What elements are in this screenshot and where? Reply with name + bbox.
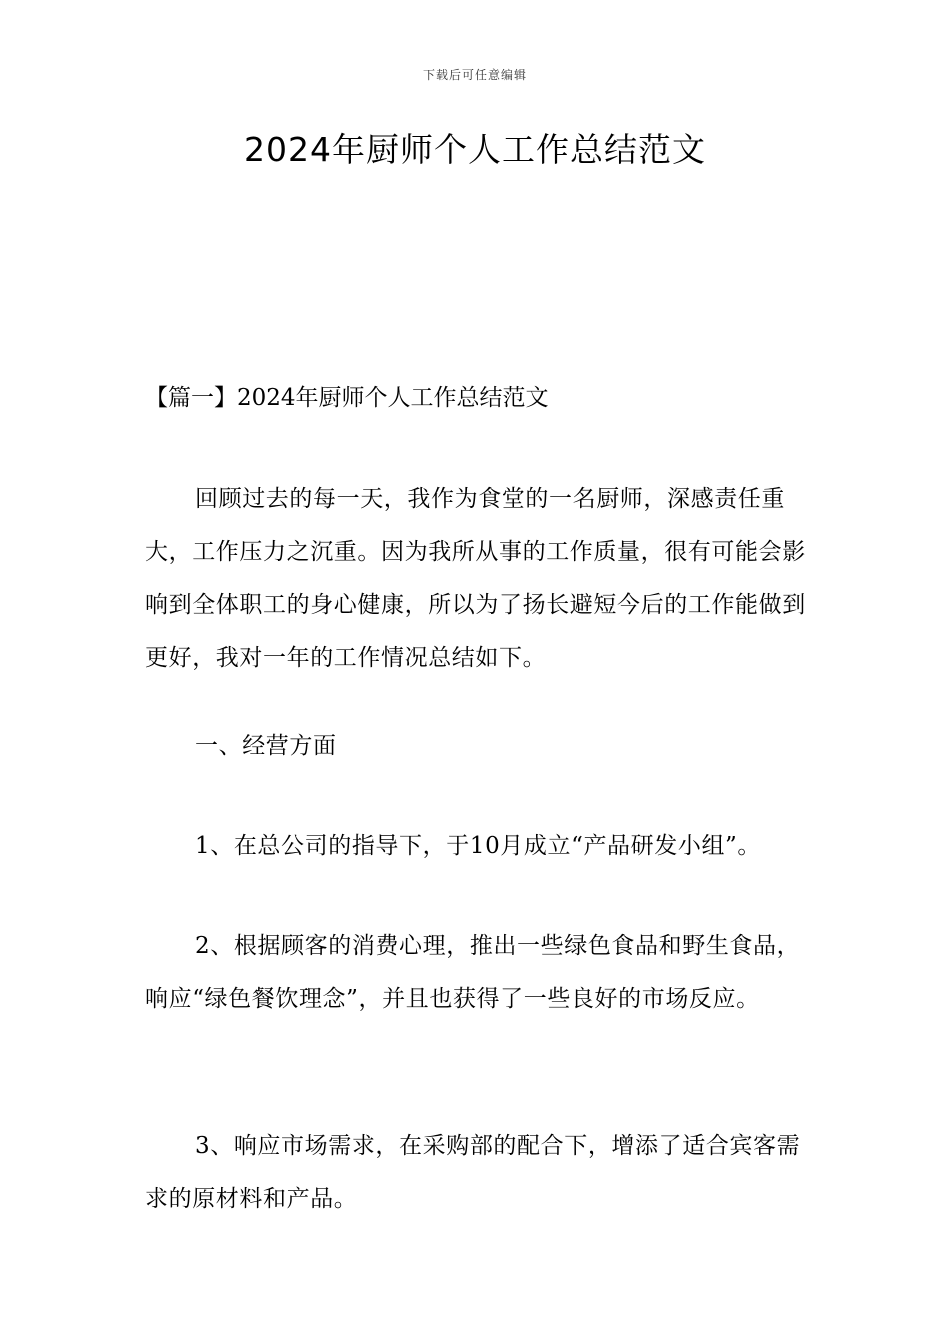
document-title: 2024年厨师个人工作总结范文 bbox=[244, 130, 706, 169]
header-note: 下载后可任意编辑 bbox=[422, 68, 527, 82]
paragraph-item-1: 1、在总公司的指导下，于10月成立“产品研发小组”。 bbox=[195, 833, 762, 859]
paragraph-subheading-operations: 一、经营方面 bbox=[195, 733, 337, 759]
paragraph-intro: 回顾过去的每一天，我作为食堂的一名厨师，深感责任重大，工作压力之沉重。因为我所从事的工作质量，很有可能会影响到全体职工的身心健康，所以为了扬长避短今后的工作能做到更好，我对一年的工作情况总结如下。 bbox=[145, 486, 806, 671]
paragraph-item-2: 2、根据顾客的消费心理，推出一些绿色食品和野生食品，响应“绿色餐饮理念”，并且也获得了一些良好的市场反应。 bbox=[145, 933, 801, 1012]
section-heading: 【篇一】2024年厨师个人工作总结范文 bbox=[145, 385, 549, 411]
paragraph-item-3: 3、响应市场需求，在采购部的配合下，增添了适合宾客需求的原材料和产品。 bbox=[145, 1133, 801, 1212]
